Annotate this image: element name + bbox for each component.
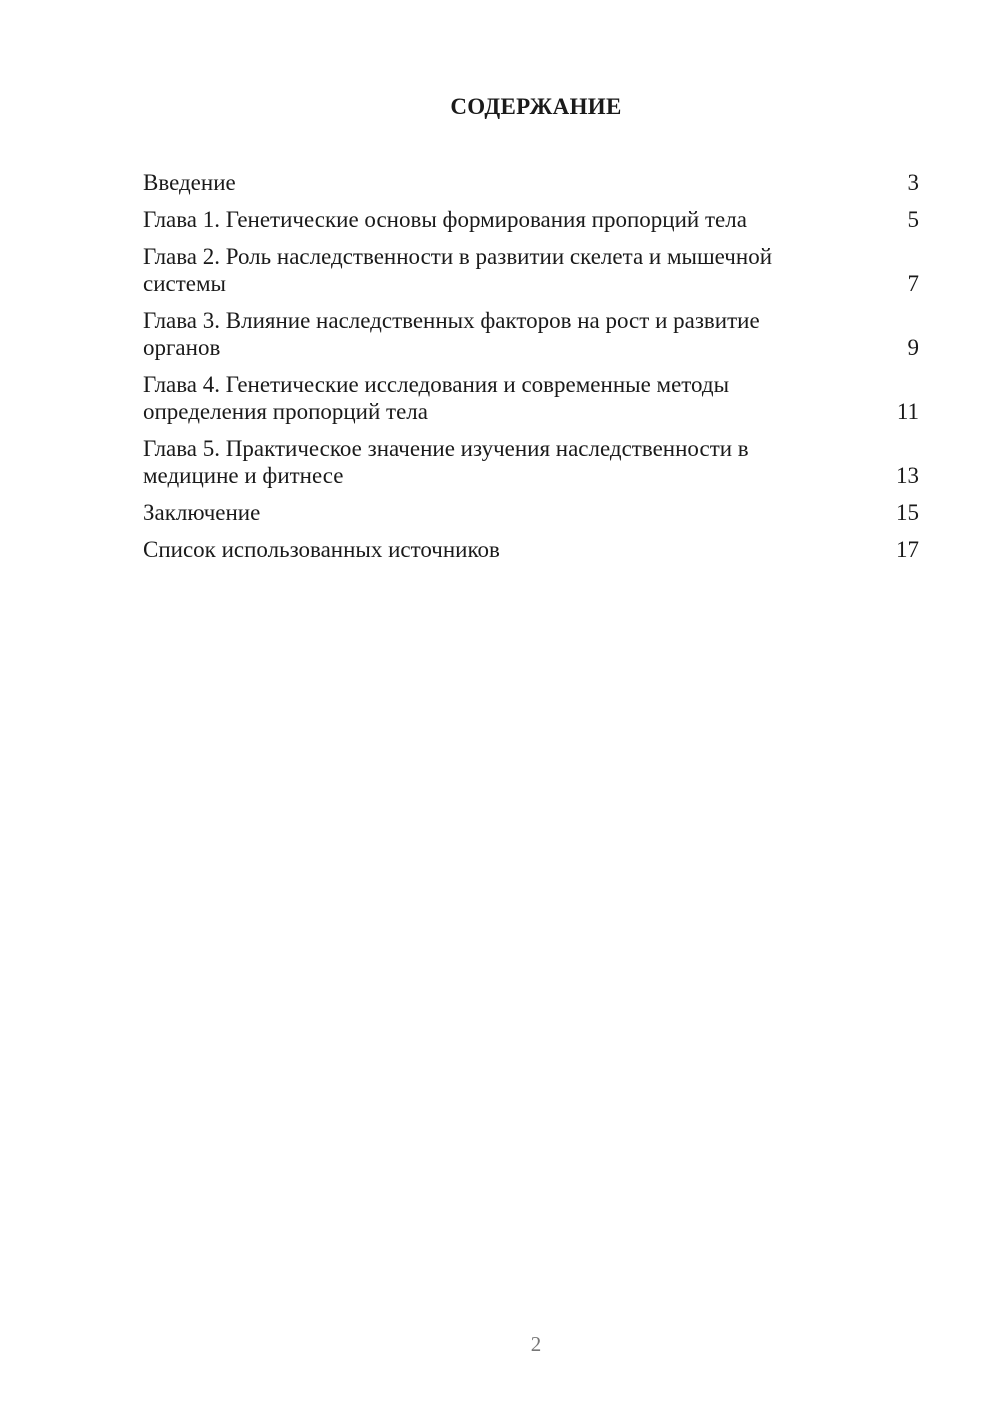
toc-entry-chapter-4 [143,371,919,425]
toc-entry-page: 17 [896,537,919,562]
toc-entry-text: Глава 2. Роль наследственности в развитии скелета и мышечной системы [143,244,772,296]
toc-entry-chapter-1 [143,206,919,233]
toc-entry-page: 11 [896,399,919,424]
toc-entry-chapter-3 [143,307,919,361]
toc-entry-text: Список использованных источников [143,537,500,562]
toc-entry-text: Глава 4. Генетические исследования и современные методы определения пропорций тела [143,372,730,424]
toc-entry-page: 7 [907,271,919,296]
toc-entry-text: Глава 1. Генетические основы формирования пропорций тела [143,207,747,232]
toc-entry-page: 5 [907,207,919,232]
toc-entry-introduction [143,169,919,196]
toc-entry-page: 9 [907,335,919,360]
toc-entry-page: 3 [907,170,919,195]
toc-entry-references [143,536,919,563]
page-number: 2 [530,1332,542,1356]
toc-entry-page: 13 [896,463,919,488]
toc-entry-conclusion [143,499,919,526]
page-title: СОДЕРЖАНИЕ [450,94,622,119]
toc-entry-page: 15 [896,500,919,525]
toc-entry-chapter-5 [143,435,919,489]
toc-entry-text: Заключение [143,500,261,525]
toc-entry-text: Глава 5. Практическое значение изучения наследственности в медицине и фитнесе [143,436,749,488]
table-of-contents [143,169,919,573]
toc-entry-text: Введение [143,170,236,195]
toc-entry-text: Глава 3. Влияние наследственных факторов на рост и развитие органов [143,308,760,360]
toc-entry-chapter-2 [143,243,919,297]
